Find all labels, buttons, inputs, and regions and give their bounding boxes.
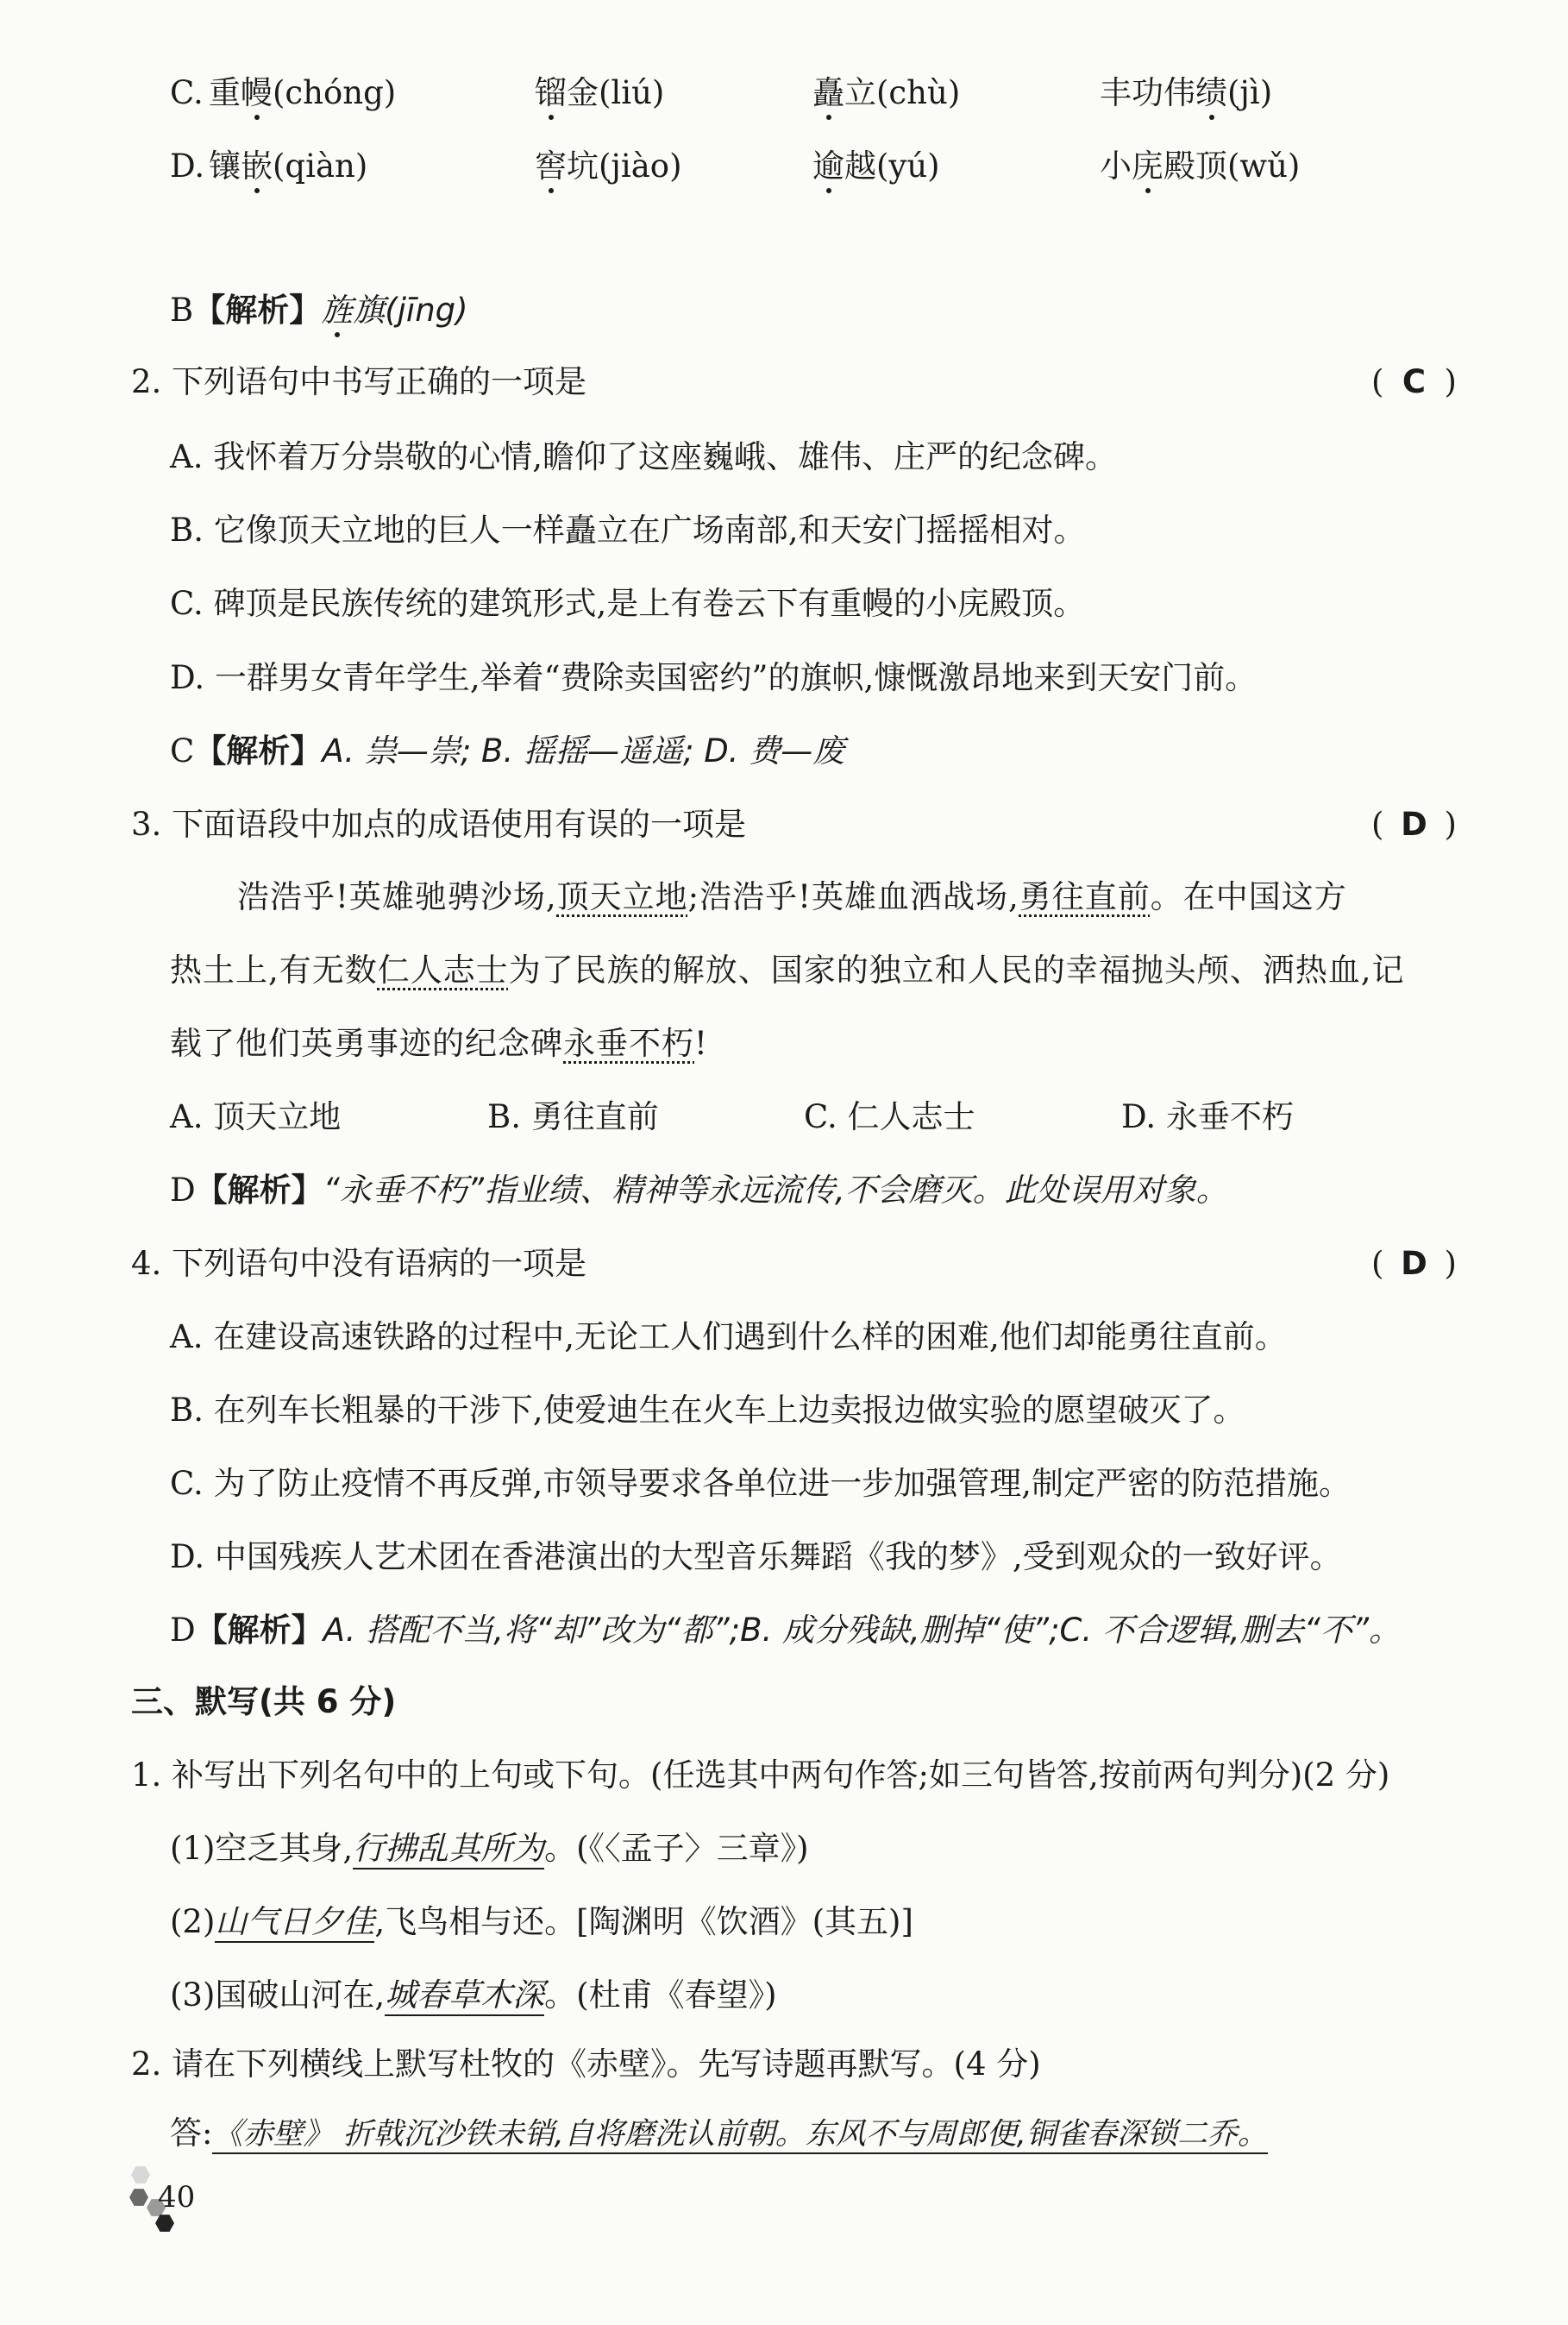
q1-analysis — [170, 289, 468, 332]
poem-answer: 《赤壁》 折戟沉沙铁未销,自将磨洗认前朝。东风不与周郎便,铜雀春深锁二乔。 — [212, 2117, 1267, 2154]
option-letter: C. — [170, 74, 204, 111]
q1-c-item-3: 矗立(chù) — [812, 72, 960, 115]
analysis-text: 旌旗(jīng) — [321, 292, 467, 329]
answer-label: 答: — [170, 2114, 213, 2152]
q1-c-item-2: 镏金(liú) — [535, 72, 664, 115]
q4-analysis — [170, 1609, 1401, 1652]
section-title: 三、默写(共 6 分) — [131, 1683, 397, 1720]
q3-passage-line-3: 载了他们英勇事迹的纪念碑永垂不朽! — [170, 1025, 708, 1062]
option-letter: D. — [170, 148, 205, 185]
dotted-idiom: 永垂不朽 — [563, 1025, 694, 1062]
q4-option-a: A. 在建设高速铁路的过程中,无论工人们遇到什么样的困难,他们却能勇往直前。 — [170, 1318, 1287, 1355]
q4-answer: D — [1401, 1245, 1427, 1282]
q1-d-item-2: 窖坑(jiào) — [535, 145, 682, 188]
q2-stem: 2. 下列语句中书写正确的一项是 — [131, 363, 587, 400]
q2-analysis — [170, 730, 844, 773]
dotted-idiom: 顶天立地 — [556, 878, 688, 915]
q3-answer-bracket: ( D ) — [1371, 803, 1457, 846]
q4-option-d: D. 中国残疾人艺术团在香港演出的大型音乐舞蹈《我的梦》,受到观众的一致好评。 — [170, 1538, 1342, 1575]
q1-d-item-1: 镶嵌(qiàn) — [209, 145, 367, 188]
analysis-text: A. 祟—崇; B. 摇摇—遥遥; D. 费—废 — [322, 732, 845, 770]
q4-option-c: C. 为了防止疫情不再反弹,市领导要求各单位进一步加强管理,制定严密的防范措施。 — [170, 1465, 1352, 1502]
q3-option-d: D. 永垂不朽 — [1121, 1098, 1294, 1135]
page-number: 40 — [158, 2180, 196, 2215]
analysis-answer: D — [170, 1172, 196, 1209]
q1-c-item-1: 重幔(chóng) — [209, 72, 396, 115]
hexagon-icon — [131, 2165, 150, 2184]
analysis-text: A. 搭配不当,将“却”改为“都”;B. 成分残缺,删掉“使”;C. 不合逻辑,删去“不”。 — [323, 1612, 1402, 1649]
hexagon-icon — [129, 2188, 148, 2207]
analysis-text: “永垂不朽”指业绩、精神等永远流传,不会磨灭。此处误用对象。 — [323, 1172, 1228, 1209]
answer-blank: 城春草木深 — [385, 1976, 544, 2016]
dotted-idiom: 仁人志士 — [377, 952, 509, 989]
q3-option-a: A. 顶天立地 — [170, 1098, 342, 1135]
dotted-idiom: 勇往直前 — [1019, 878, 1151, 915]
answer-blank: 行拂乱其所为 — [353, 1830, 544, 1869]
q4-answer-bracket: ( D ) — [1371, 1242, 1457, 1285]
s3-q1-item-1: (1)空乏其身,行拂乱其所为。(《〈孟子〉三章》) — [170, 1827, 809, 1870]
q3-passage-line-2: 热土上,有无数仁人志士为了民族的解放、国家的独立和人民的幸福抛头颅、洒热血,记 — [170, 952, 1405, 989]
q3-stem: 3. 下面语段中加点的成语使用有误的一项是 — [131, 806, 747, 843]
analysis-answer: C — [170, 732, 195, 770]
s3-q1-stem: 1. 补写出下列名句中的上句或下句。(任选其中两句作答;如三句皆答,按前两句判分)(2 分) — [131, 1756, 1390, 1794]
s3-q2-stem: 2. 请在下列横线上默写杜牧的《赤壁》。先写诗题再默写。(4 分) — [131, 2045, 1041, 2083]
q2-answer: C — [1402, 363, 1427, 400]
analysis-tag: 【解析】 — [195, 1172, 323, 1209]
q4-option-b: B. 在列车长粗暴的干涉下,使爱迪生在火车上边卖报边做实验的愿望破灭了。 — [170, 1392, 1245, 1429]
q1-d-item-4: 小庑殿顶(wǔ) — [1100, 145, 1300, 188]
analysis-tag: 【解析】 — [194, 732, 323, 770]
s3-q1-item-3: (3)国破山河在,城春草木深。(杜甫《春望》) — [170, 1974, 777, 2017]
q4-stem: 4. 下列语句中没有语病的一项是 — [131, 1245, 587, 1282]
q2-answer-bracket: ( C ) — [1371, 361, 1457, 404]
s3-q1-item-2: (2)山气日夕佳,飞鸟相与还。[陶渊明《饮酒》(其五)] — [170, 1901, 913, 1944]
q2-option-c: C. 碑顶是民族传统的建筑形式,是上有卷云下有重幔的小庑殿顶。 — [170, 585, 1086, 622]
q3-answer: D — [1401, 806, 1427, 843]
analysis-answer: B — [170, 292, 194, 329]
q3-option-b: B. 勇往直前 — [487, 1098, 659, 1135]
analysis-tag: 【解析】 — [193, 292, 322, 329]
q3-passage-line-1: 浩浩乎!英雄驰骋沙场,顶天立地;浩浩乎!英雄血洒战场,勇往直前。在中国这方 — [237, 878, 1347, 915]
s3-q2-answer-line — [170, 2112, 1268, 2156]
answer-blank: 山气日夕佳 — [215, 1903, 374, 1943]
q1-c-item-4: 丰功伟绩(jì) — [1100, 72, 1272, 115]
q3-option-c: C. 仁人志士 — [804, 1098, 975, 1135]
q3-analysis — [170, 1169, 1228, 1212]
q2-option-a: A. 我怀着万分祟敬的心情,瞻仰了这座巍峨、雄伟、庄严的纪念碑。 — [170, 438, 1118, 475]
q2-option-d: D. 一群男女青年学生,举着“费除卖国密约”的旗帜,慷慨激昂地来到天安门前。 — [170, 659, 1258, 696]
q2-option-b: B. 它像顶天立地的巨人一样矗立在广场南部,和天安门摇摇相对。 — [170, 512, 1086, 549]
analysis-answer: D — [170, 1612, 196, 1649]
q1-d-item-3: 逾越(yú) — [812, 145, 940, 188]
analysis-tag: 【解析】 — [195, 1612, 323, 1649]
